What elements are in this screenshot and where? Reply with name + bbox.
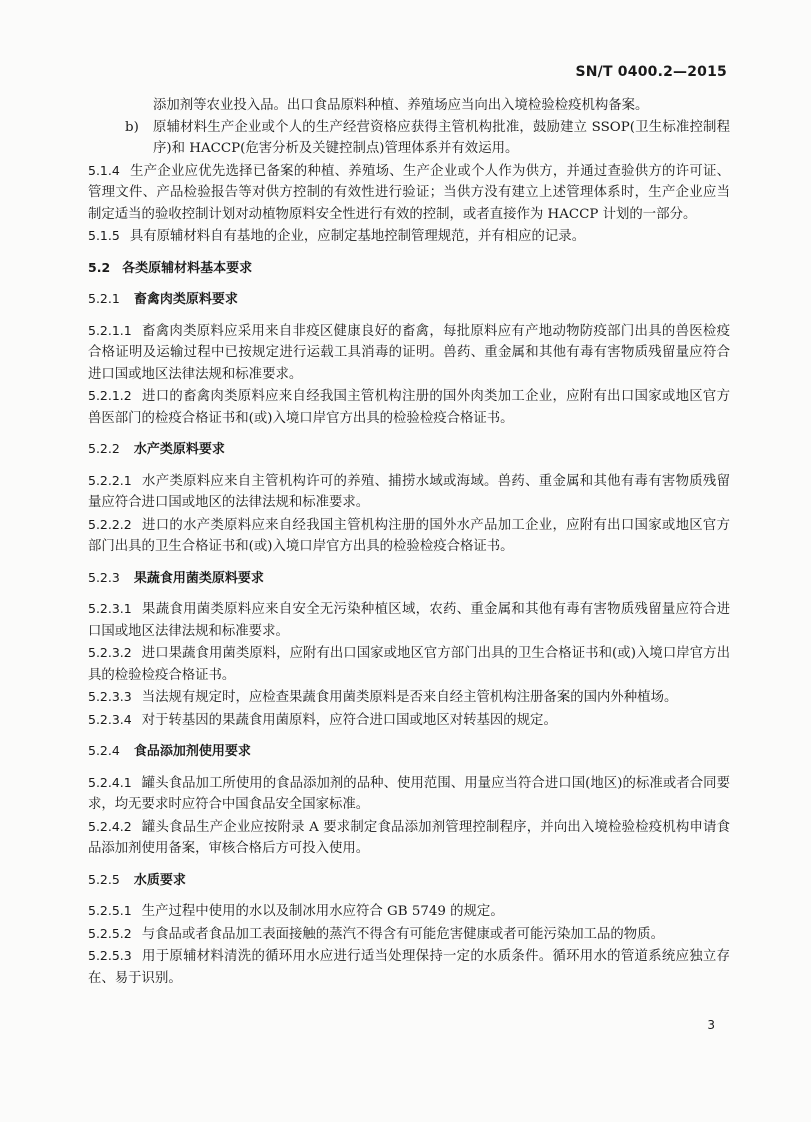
subsection-heading-5-2-2 <box>88 438 730 461</box>
clause-text: 对于转基因的果蔬食用菌原料，应符合进口国或地区对转基因的规定。 <box>141 712 557 728</box>
list-marker: b) <box>125 119 139 135</box>
list-item-a-continuation <box>88 95 730 117</box>
clause-text: 与食品或者食品加工表面接触的蒸汽不得含有可能危害健康或者可能污染加工品的物质。 <box>141 926 664 942</box>
subsection-title: 畜禽肉类原料要求 <box>133 292 238 307</box>
clause-number: 5.2.3.2 <box>88 645 132 660</box>
clause-text: 罐头食品生产企业应按附录 A 要求制定食品添加剂管理控制程序，并向出入境检验检疫机构申请食品添加剂使用备案，审核合格后方可投入使用。 <box>88 819 730 856</box>
clause-text: 进口果蔬食用菌类原料，应附有出口国家或地区官方部门出具的卫生合格证书和(或)入境口岸官方出具的检验检疫合格证书。 <box>88 646 730 683</box>
subsection-heading-5-2-3 <box>88 567 730 590</box>
clause-5-2-3-3 <box>88 686 730 709</box>
clause-number: 5.1.4 <box>88 162 120 178</box>
section-heading-5-2 <box>88 257 730 280</box>
clause-text: 用于原辅材料清洗的循环用水应进行适当处理保持一定的水质条件。循环用水的管道系统应独立存在、易于识别。 <box>88 949 730 986</box>
subsection-title: 水质要求 <box>133 872 186 888</box>
subsection-heading-5-2-5 <box>88 869 730 892</box>
clause-text: 进口的水产类原料应来自经我国主管机构注册的国外水产品加工企业，应附有出口国家或地区官方部门出具的卫生合格证书和(或)入境口岸官方出具的检验检疫合格证书。 <box>88 517 730 554</box>
clause-text: 生产过程中使用的水以及制冰用水应符合 GB 5749 的规定。 <box>141 904 504 919</box>
clause-number: 5.2.2.1 <box>88 472 132 488</box>
clause-5-1-4 <box>88 160 730 226</box>
clause-5-2-3-1 <box>88 598 730 642</box>
clause-number: 5.2.3.3 <box>88 689 132 704</box>
clause-5-2-3-2 <box>88 642 730 686</box>
clause-5-2-3-4 <box>88 709 730 732</box>
clause-5-1-5 <box>88 225 730 248</box>
subsection-number: 5.2.4 <box>88 743 120 758</box>
document-body <box>88 95 730 989</box>
section-title: 各类原辅材料基本要求 <box>122 260 253 276</box>
clause-number: 5.2.3.1 <box>88 601 132 616</box>
subsection-heading-5-2-4 <box>88 740 730 763</box>
subsection-number: 5.2.5 <box>88 871 120 887</box>
clause-number: 5.2.4.1 <box>88 774 132 790</box>
clause-5-2-4-2 <box>88 816 730 860</box>
subsection-title: 果蔬食用菌类原料要求 <box>133 570 264 586</box>
page-number: 3 <box>707 1018 715 1032</box>
clause-text: 畜禽肉类原料应采用来自非疫区健康良好的畜禽，每批原料应有产地动物防疫部门出具的兽医检疫合格证明及运输过程中已按规定进行运载工具消毒的证明。兽药、重金属和其他有毒有害物质残留量应符合进口国或地区法律法规和标准要求。 <box>88 323 730 382</box>
subsection-number: 5.2.2 <box>88 441 120 456</box>
clause-text: 果蔬食用菌类原料应来自安全无污染种植区域，农药、重金属和其他有毒有害物质残留量应符合进口国或地区法律法规和标准要求。 <box>88 602 730 639</box>
clause-5-2-5-3 <box>88 945 730 989</box>
clause-5-2-1-2 <box>88 385 730 429</box>
list-item-text: 原辅材料生产企业或个人的生产经营资格应获得主管机构批准，鼓励建立 SSOP(卫生标准控制程序)和 HACCP(危害分析及关键控制点)管理体系并有效运用。 <box>153 119 730 156</box>
clause-number: 5.2.4.2 <box>88 818 132 834</box>
subsection-title: 水产类原料要求 <box>133 442 225 457</box>
standard-code-header: SN/T 0400.2—2015 <box>575 64 727 80</box>
clause-number: 5.2.5.3 <box>88 948 132 963</box>
clause-number: 5.2.1.1 <box>88 322 132 338</box>
clause-5-2-5-1 <box>88 900 730 923</box>
list-item-text: 添加剂等农业投入品。出口食品原料种植、养殖场应当向出入境检验检疫机构备案。 <box>153 98 649 113</box>
clause-5-2-2-1 <box>88 470 730 514</box>
clause-text: 生产企业应优先选择已备案的种植、养殖场、生产企业或个人作为供方，并通过查验供方的许可证、管理文件、产品检验报告等对供方控制的有效性进行验证；当供方没有建立上述管理体系时，生产企业应当制定适当的验收控制计划对动植物原料安全性进行有效的控制，或者直接作为 HACCP 计划的一部分。 <box>88 163 730 222</box>
section-number: 5.2 <box>88 259 111 275</box>
list-item-b <box>88 117 730 160</box>
clause-text: 当法规有规定时，应检查果蔬食用菌类原料是否来自经主管机构注册备案的国内外种植场。 <box>141 690 678 705</box>
clause-5-2-2-2 <box>88 514 730 558</box>
subsection-heading-5-2-1 <box>88 288 730 311</box>
clause-text: 罐头食品加工所使用的食品添加剂的品种、使用范围、用量应当符合进口国(地区)的标准或者合同要求，均无要求时应符合中国食品安全国家标准。 <box>88 775 730 812</box>
clause-text: 具有原辅材料自有基地的企业，应制定基地控制管理规范，并有相应的记录。 <box>129 229 586 244</box>
clause-number: 5.2.1.2 <box>88 388 132 403</box>
subsection-number: 5.2.1 <box>88 291 120 306</box>
subsection-number: 5.2.3 <box>88 569 120 585</box>
clause-5-2-1-1 <box>88 320 730 386</box>
subsection-title: 食品添加剂使用要求 <box>133 744 251 759</box>
clause-number: 5.2.5.2 <box>88 925 132 941</box>
clause-number: 5.1.5 <box>88 228 120 243</box>
clause-number: 5.2.5.1 <box>88 903 132 918</box>
clause-number: 5.2.3.4 <box>88 711 132 727</box>
clause-5-2-4-1 <box>88 772 730 816</box>
clause-text: 进口的畜禽肉类原料应来自经我国主管机构注册的国外肉类加工企业，应附有出口国家或地区官方兽医部门的检疫合格证书和(或)入境口岸官方出具的检验检疫合格证书。 <box>88 389 730 426</box>
clause-text: 水产类原料应来自主管机构许可的养殖、捕捞水域或海域。兽药、重金属和其他有毒有害物质残留量应符合进口国或地区的法律法规和标准要求。 <box>88 473 730 510</box>
clause-5-2-5-2 <box>88 923 730 946</box>
clause-number: 5.2.2.2 <box>88 516 132 532</box>
